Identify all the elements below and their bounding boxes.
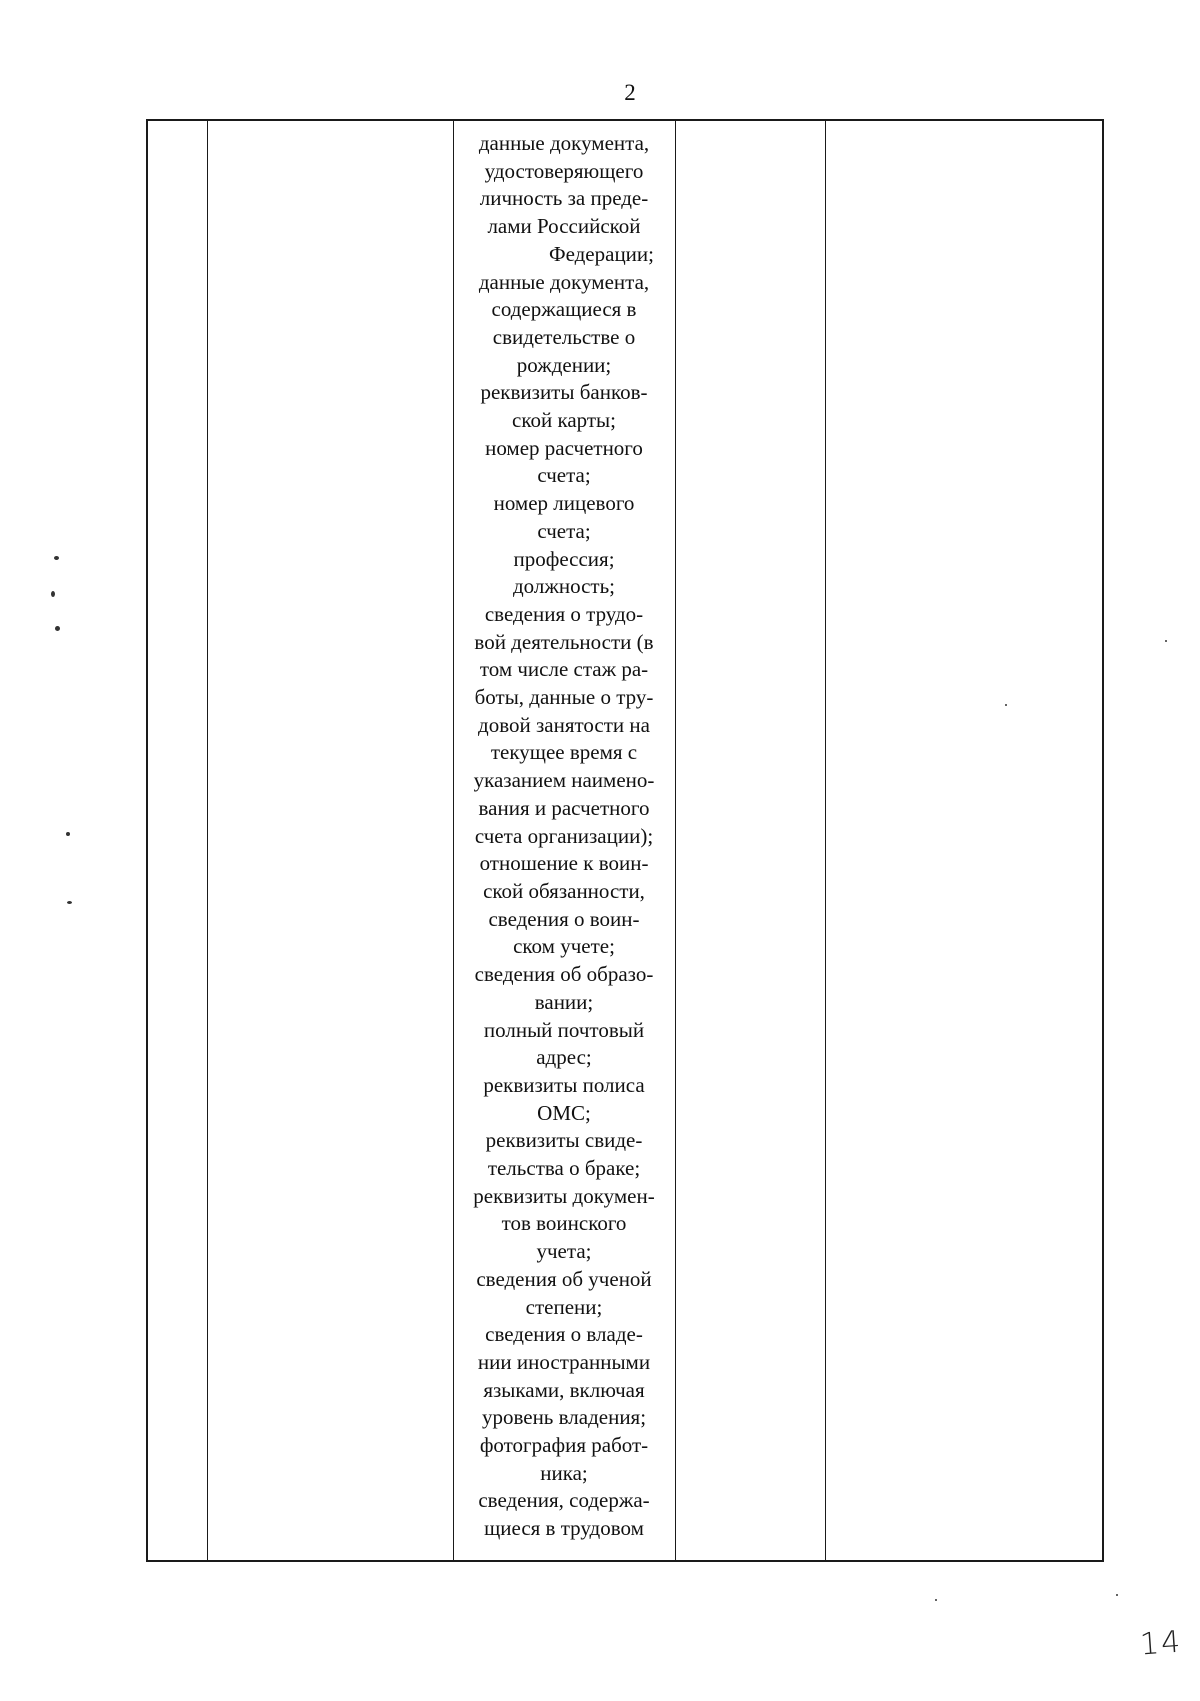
list-item: адрес; [536,1045,592,1070]
list-item: вания и расчетного [478,795,650,820]
scan-speck [1165,640,1167,642]
handwritten-page-mark: 14 [1138,1624,1184,1663]
scan-speck [67,901,72,904]
list-item: реквизиты банков- [480,380,648,405]
list-item: текущее время с [490,740,638,765]
list-item: вании; [534,989,594,1014]
page-number: 2 [624,80,636,105]
scan-speck [66,832,70,836]
list-item: учета; [536,1239,592,1264]
column-divider-4 [825,121,826,1560]
list-item: данные документа, [478,269,650,294]
list-item: счета; [537,463,591,488]
personal-data-list [454,130,674,1543]
column-divider-1 [207,121,208,1560]
document-table [146,119,1104,1562]
list-item: ника; [540,1460,588,1485]
list-item: ской карты; [512,408,616,433]
list-item: нии иностранными [477,1349,651,1374]
list-item: должность; [512,574,616,599]
list-item: реквизиты свиде- [485,1128,643,1153]
list-item: номер лицевого [493,491,635,516]
list-item: довой занятости на [478,712,650,737]
list-item: том числе стаж ра- [479,657,649,682]
scan-speck [935,1599,937,1601]
list-item: сведения, содержа- [478,1488,650,1513]
list-item: лами Российской [487,214,641,239]
list-item: ском учете; [513,934,615,959]
list-item: сведения о воин- [488,906,640,931]
scan-speck [54,556,59,560]
list-item: личность за преде- [479,186,649,211]
list-item: удостоверяющего [484,158,644,183]
scan-speck [1005,704,1007,706]
column-divider-3 [675,121,676,1560]
list-item: тов воинского [501,1211,627,1236]
list-item: содержащиеся в [491,297,637,322]
list-item: реквизиты полиса [483,1072,645,1097]
list-item: сведения о трудо- [484,601,644,626]
list-item: полный почтовый [483,1017,645,1042]
list-item: сведения об ученой [476,1266,652,1291]
list-item: степени; [525,1294,603,1319]
list-item: сведения о владе- [485,1322,643,1347]
list-item: боты, данные о тру- [474,685,654,710]
list-item: данные документа, [478,131,650,155]
list-item: счета; [537,518,591,543]
list-item: реквизиты докумен- [473,1183,655,1208]
list-item: номер расчетного [485,435,643,460]
list-item: фотография работ- [479,1433,649,1458]
list-item: отношение к воин- [479,851,649,876]
scan-speck [51,591,55,597]
list-item: ОМС; [537,1100,591,1125]
list-item: сведения об образо- [474,962,654,987]
list-item: свидетельстве о [492,324,636,349]
list-item: уровень владения; [481,1405,647,1430]
list-item: вой деятельности (в [474,629,654,654]
list-item: языками, включая [483,1377,645,1402]
list-item: указанием наимено- [473,768,655,793]
list-item: щиеся в трудовом [484,1516,644,1541]
list-item: ской обязанности, [483,878,645,903]
list-item: счета организации); [474,823,654,848]
list-item: профессия; [513,546,615,571]
scan-speck [55,626,60,631]
list-item: рождении; [516,352,612,377]
scan-speck [1116,1594,1118,1596]
list-item: Федерации; [548,241,654,266]
list-item: тельства о браке; [487,1156,641,1181]
